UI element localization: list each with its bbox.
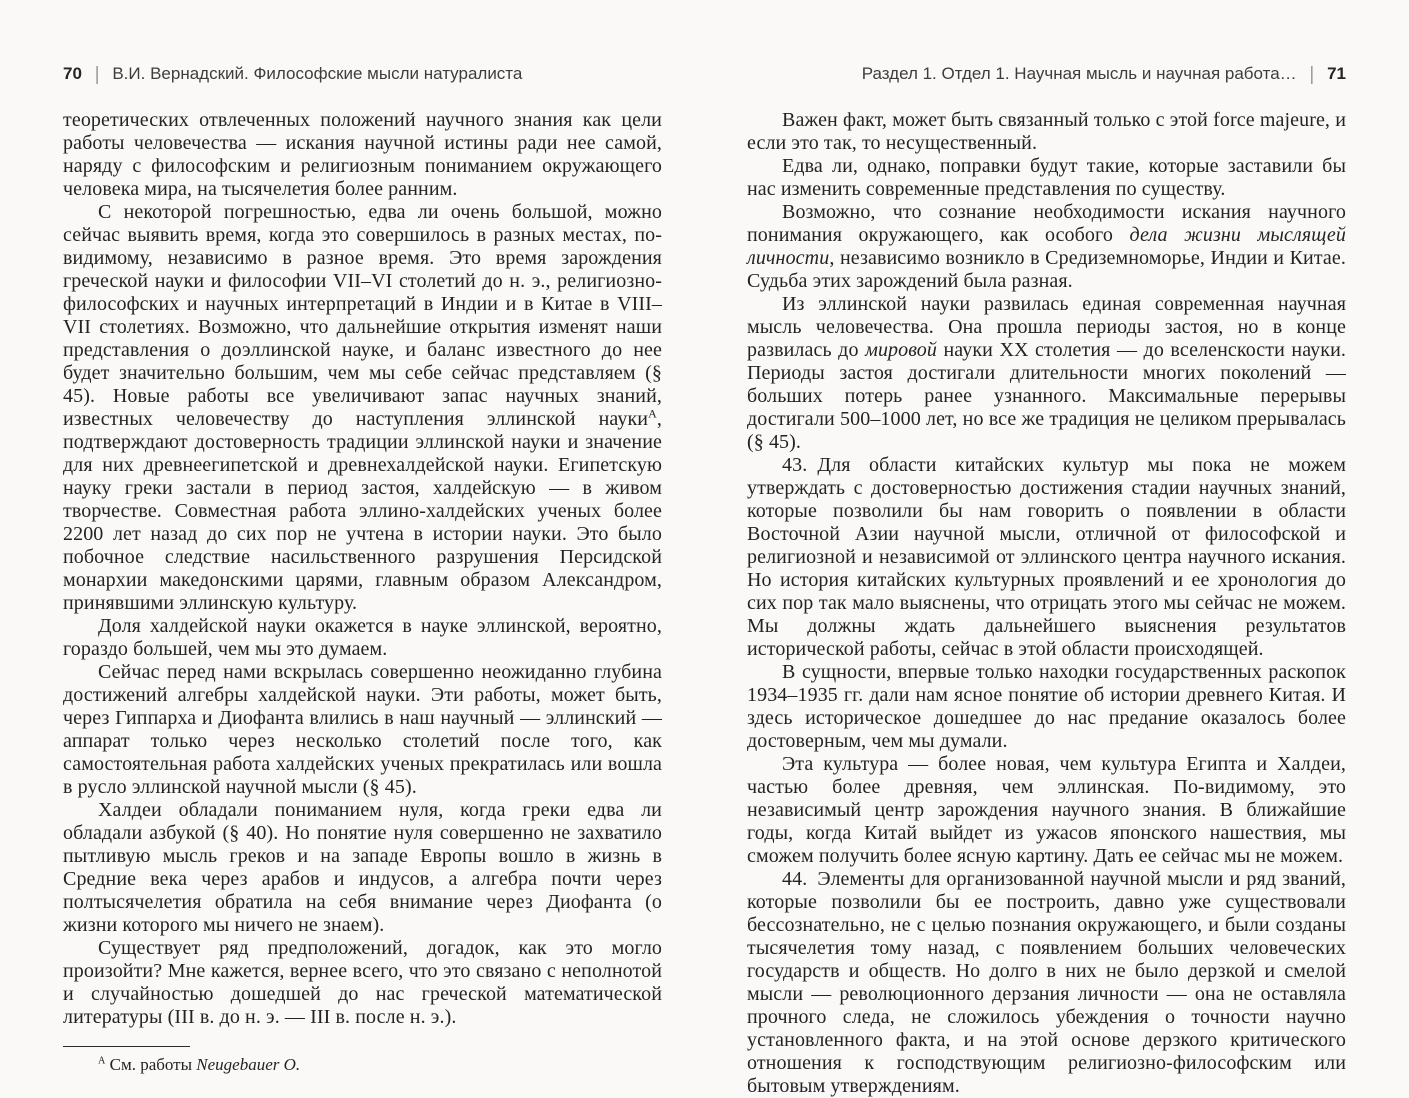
text-run: , независимо возникло в Средиземноморье, Индии и Китае. Судьба этих зарождений была разная. [747, 247, 1346, 292]
footnote-marker: А [648, 406, 657, 421]
text-run: С некоторой погрешностью, едва ли очень большой, можно сейчас выявить время, когда это совершилось в разных местах, по-видимому, независимо в разное время. Это время зарождения греческой науки и философии VII–VI столетий до н. э., религиозно-философских и научных интерпретаций в Индии и в Китае в VIII–VII столетиях. Возможно, что дальнейшие открытия изменят наши представления о доэллинской науке, и баланс известного до нее будет значительно большим, чем мы себе сейчас представляем (§ 45). Новые работы все увеличивают запас научных знаний, известных человечеству до наступления эллинской науки [63, 201, 662, 430]
paragraph [747, 201, 1346, 293]
paragraph [63, 1054, 662, 1075]
text-run: теоретических отвлеченных положений научного знания как цели работы человечества — искания научной истины ради нее самой, наряду с философским и религиозным пониманием окружающего человека мира, на тысячелетия более ранним. [63, 109, 662, 200]
footnote-marker: А [98, 1055, 106, 1067]
running-head-right [747, 64, 1346, 84]
page-body-left [63, 109, 662, 1029]
text-run: Халдеи обладали пониманием нуля, когда греки едва ли обладали азбукой (§ 40). Но понятие нуля совершенно не захватило пытливую мысль греков и на западе Европы вошло в жизнь в Средние века через арабов и индусов, а алгебра почти через полтысячелетия обратила на себя внимание через Диофанта (о жизни которого мы ничего не знаем). [63, 799, 662, 936]
paragraph [747, 109, 1346, 155]
text-run: 44. Элементы для организованной научной мысли и ряд званий, которые позволили бы ее построить, давно уже существовали бессознательно, не с целью познания окружающего, и были созданы тысячелетия тому назад, с появлением больших человеческих государств и обществ. Но долго в них не было дерзкой и смелой мысли — революционного дерзания личности — она не оставляла прочного следа, не сложилось убеждения о точности научно установленного факта, и на этой основе дерзкого критического отношения к господствующим религиозно-философским или бытовым утверждениям. [747, 868, 1346, 1097]
page-number-left: 70 [63, 64, 82, 83]
paragraph [63, 201, 662, 615]
paragraph [63, 799, 662, 937]
page-number-right: 71 [1327, 64, 1346, 83]
footnote-rule [63, 1046, 190, 1047]
paragraph [747, 661, 1346, 753]
running-title-left: В.И. Вернадский. Философские мысли натуралиста [112, 64, 523, 83]
footnote-text [63, 1054, 662, 1075]
page-body-right [747, 109, 1346, 1098]
text-run: 43. Для области китайских культур мы пока не можем утверждать с достоверностью достижения стадии научных знаний, которые позволили бы нам говорить о появлении в области Восточной Азии научной мысли, отличной от философской и религиозной и независимой от эллинского центра научного искания. Но история китайских культурных проявлений и ее хронология до сих пор так мало выяснены, что отрицать этого мы сейчас не можем. Мы должны ждать дальнейшего выяснения результатов исторической работы, сейчас в этой области происходящей. [747, 454, 1346, 660]
page-left [63, 64, 662, 1075]
text-run: В сущности, впервые только находки государственных раскопок 1934–1935 гг. дали нам ясное понятие об истории древнего Китая. И здесь историческое дошедшее до нас предание оказалось более достоверным, чем мы думали. [747, 661, 1346, 752]
text-run: Существует ряд предположений, догадок, как это могло произойти? Мне кажется, вернее всего, что это связано с неполнотой и случайностью дошедшей до нас греческой математической литературы (III в. до н. э. — III в. после н. э.). [63, 937, 662, 1028]
paragraph [63, 661, 662, 799]
paragraph [747, 753, 1346, 868]
paragraph [747, 868, 1346, 1098]
text-run: Важен факт, может быть связанный только с этой force majeure, и если это так, то несущественный. [747, 109, 1346, 154]
text-run: науки XX столетия — до вселенскости науки. Периоды застоя достигали длительности многих поколений — больших потерь ранее узнанного. Максимальные перерывы достигали 500–1000 лет, но все же традиция не целиком прерывалась (§ 45). [747, 339, 1347, 453]
running-head-left [63, 64, 662, 84]
paragraph [63, 109, 662, 201]
text-run: Возможно, что сознание необходимости искания научного понимания окружающего, как особого [747, 201, 1346, 246]
page-right [747, 64, 1346, 1098]
running-title-right: Раздел 1. Отдел 1. Научная мысль и научная работа… [861, 64, 1297, 83]
text-run: дела жизни мыслящей личности [747, 224, 1347, 269]
paragraph [63, 615, 662, 661]
text-run: Neugebauer O. [196, 1055, 301, 1074]
text-run: , подтверждают достоверность традиции эллинской науки и значение для них древнеегипетской и древнехалдейской науки. Египетскую науку греки застали в период застоя, халдейскую — в живом творчестве. Совместная работа эллино-халдейских ученых более 2200 лет назад до сих пор не учтена в истории науки. Это было побочное следствие насильственного разрушения Персидской монархии македонскими царями, главным образом Александром, принявшими эллинскую культуру. [63, 408, 662, 614]
text-run: Едва ли, однако, поправки будут такие, которые заставили бы нас изменить современные представления по существу. [747, 155, 1346, 200]
footnote [63, 1046, 662, 1075]
paragraph [63, 937, 662, 1029]
text-run: мировой [865, 339, 937, 361]
paragraph [747, 454, 1346, 661]
text-run: Из эллинской науки развилась единая современная научная мысль человечества. Она прошла периоды застоя, но в конце развилась до [747, 293, 1346, 361]
header-divider: | [94, 62, 100, 85]
paragraph [747, 155, 1346, 201]
text-run: Сейчас перед нами вскрылась совершенно неожиданно глубина достижений алгебры халдейской науки. Эти работы, может быть, через Гиппарха и Диофанта влились в наш научный — эллинский — аппарат только через несколько столетий после того, как самостоятельная работа халдейских ученых прекратилась или вошла в русло эллинской научной мысли (§ 45). [63, 661, 662, 798]
header-divider: | [1309, 62, 1315, 85]
text-run: Эта культура — более новая, чем культура Египта и Халдеи, частью более древняя, чем эллинская. По-видимому, это независимый центр зарождения научного знания. В ближайшие годы, когда Китай выйдет из ужасов японского нашествия, мы сможем получить более ясную картину. Дать ее сейчас мы не можем. [747, 753, 1346, 867]
paragraph [747, 293, 1346, 454]
text-run: Доля халдейской науки окажется в науке эллинской, вероятно, гораздо большей, чем мы это думаем. [63, 615, 662, 660]
text-run: См. работы [105, 1055, 197, 1074]
